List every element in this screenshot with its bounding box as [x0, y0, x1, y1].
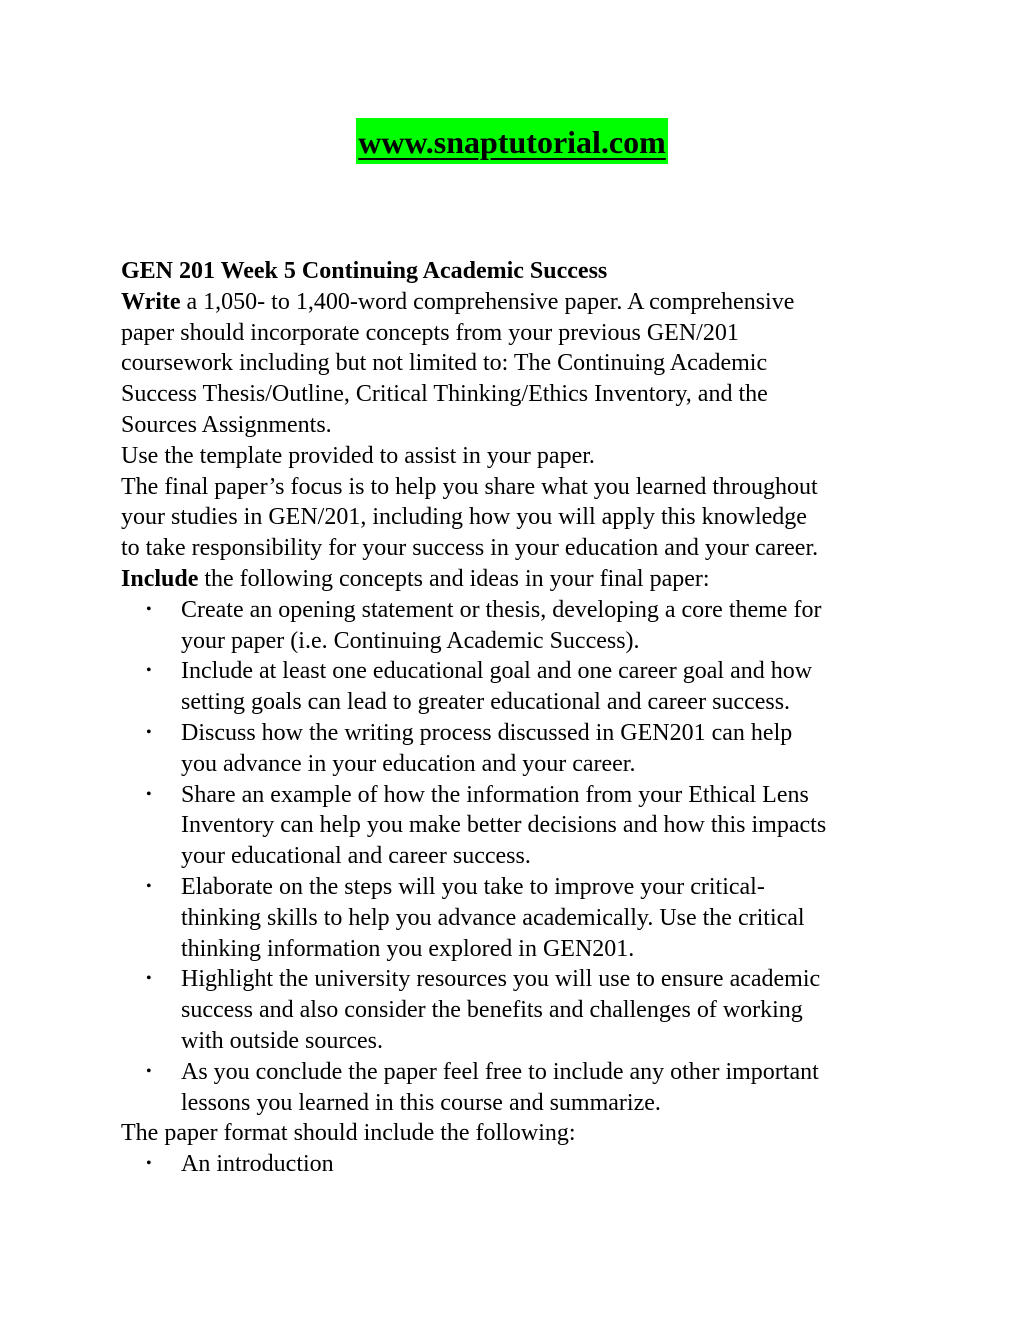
intro-line: Success Thesis/Outline, Critical Thinking/Ethics Inventory, and the: [121, 381, 768, 408]
list-item-line: Create an opening statement or thesis, developing a core theme for: [181, 596, 822, 623]
list-item: [121, 964, 921, 1056]
intro-line: coursework including but not limited to: The Continuing Academic: [121, 350, 768, 377]
list-item: [121, 595, 921, 657]
list-item: [121, 718, 921, 780]
list-item-line: lessons you learned in this course and summarize.: [181, 1089, 661, 1116]
list-item: [121, 1057, 921, 1119]
bullet-icon: •: [146, 1155, 152, 1173]
bullet-icon: •: [146, 1062, 152, 1080]
list-item: [121, 1149, 921, 1180]
list-item-line: Highlight the university resources you will use to ensure academic: [181, 966, 821, 993]
list-item-line: Inventory can help you make better decisions and how this impacts: [181, 812, 827, 839]
format-list: [121, 1149, 921, 1180]
list-item-line: Discuss how the writing process discussed in GEN201 can help: [181, 719, 793, 746]
list-item: [121, 656, 921, 718]
concepts-list: [121, 595, 921, 1119]
focus-line: The final paper’s focus is to help you share what you learned throughout: [121, 473, 818, 500]
list-item-line: your educational and career success.: [181, 843, 531, 870]
list-item-line: thinking information you explored in GEN201.: [181, 935, 635, 962]
bullet-icon: •: [146, 877, 152, 895]
intro-line: [121, 287, 921, 318]
include-rest: the following concepts and ideas in your final paper:: [198, 565, 710, 592]
list-item-line: you advance in your education and your career.: [181, 750, 636, 777]
list-item-line: your paper (i.e. Continuing Academic Success).: [181, 627, 640, 654]
bullet-icon: •: [146, 723, 152, 741]
list-item-line: with outside sources.: [181, 1027, 383, 1054]
include-lead: Include: [121, 565, 199, 592]
intro-line: Sources Assignments.: [121, 411, 332, 438]
focus-line: to take responsibility for your success in your education and your career.: [121, 535, 819, 562]
doc-title: GEN 201 Week 5 Continuing Academic Success: [121, 258, 608, 284]
list-item-line: Elaborate on the steps will you take to improve your critical-: [181, 873, 765, 900]
focus-line: your studies in GEN/201, including how you will apply this knowledge: [121, 504, 807, 531]
bullet-icon: •: [146, 662, 152, 680]
template-line: Use the template provided to assist in your paper.: [121, 442, 595, 469]
list-item: [121, 872, 921, 964]
bullet-icon: •: [146, 785, 152, 803]
bullet-icon: •: [146, 970, 152, 988]
bullet-icon: •: [146, 600, 152, 618]
header: [0, 118, 1024, 164]
list-item-line: Include at least one educational goal and one career goal and how: [181, 658, 813, 685]
intro-line-text: a 1,050- to 1,400-word comprehensive paper. A comprehensive: [180, 288, 795, 315]
site-link[interactable]: www.snaptutorial.com: [356, 118, 668, 164]
list-item-line: success and also consider the benefits and challenges of working: [181, 997, 803, 1024]
list-item-line: thinking skills to help you advance academically. Use the critical: [181, 904, 805, 931]
list-item-line: Share an example of how the information from your Ethical Lens: [181, 781, 809, 808]
include-line: [121, 564, 921, 595]
intro-line: paper should incorporate concepts from your previous GEN/201: [121, 319, 739, 346]
document-body: [121, 256, 921, 1180]
list-item-line: As you conclude the paper feel free to include any other important: [181, 1058, 819, 1085]
focus-paragraph: [121, 472, 921, 564]
intro-paragraph: [121, 287, 921, 441]
intro-lead: Write: [121, 288, 181, 315]
format-line: The paper format should include the following:: [121, 1120, 576, 1147]
list-item-line: An introduction: [181, 1151, 334, 1178]
list-item-line: setting goals can lead to greater educational and career success.: [181, 689, 791, 716]
list-item: [121, 780, 921, 872]
